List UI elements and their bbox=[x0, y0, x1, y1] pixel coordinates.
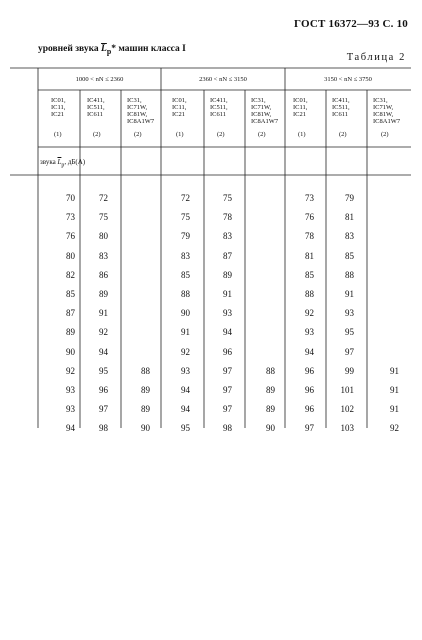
table-cell: 85 bbox=[181, 269, 190, 280]
table-cell: 95 bbox=[99, 365, 108, 376]
table-cell: 78 bbox=[223, 212, 232, 223]
table-cell: 75 bbox=[223, 193, 232, 203]
table-cell: 96 bbox=[305, 385, 314, 395]
table-cell: 98 bbox=[223, 423, 232, 434]
table-cell: 89 bbox=[266, 404, 275, 415]
table-cell: 81 bbox=[305, 250, 314, 261]
table-cell: 73 bbox=[66, 212, 75, 223]
table-cell: 90 bbox=[181, 308, 190, 319]
table-cell: 89 bbox=[141, 385, 150, 395]
table-cell: 88 bbox=[305, 289, 314, 299]
table-cell: 88 bbox=[345, 269, 354, 280]
table-cell: 92 bbox=[305, 308, 314, 319]
col-code: IC01, IC11, IC21 bbox=[293, 97, 308, 119]
table-cell: 97 bbox=[223, 385, 232, 395]
table-cell: 91 bbox=[345, 289, 354, 299]
table-cell: 94 bbox=[181, 385, 190, 395]
table-cell: 94 bbox=[223, 327, 232, 338]
table-cell: 85 bbox=[345, 250, 354, 261]
table-cell: 72 bbox=[181, 193, 190, 203]
col-code: IC31, IC71W, IC81W, IC8A1W7 bbox=[373, 97, 401, 126]
col-code: IC01, IC11, IC21 bbox=[172, 97, 187, 119]
table-cell: 93 bbox=[345, 308, 354, 319]
table-cell: 95 bbox=[345, 327, 354, 338]
table-cell: 97 bbox=[223, 365, 232, 376]
table-cell: 87 bbox=[66, 308, 75, 319]
col-num: (2) bbox=[134, 131, 142, 138]
table-cell: 89 bbox=[141, 404, 150, 415]
table-cell: 87 bbox=[223, 250, 232, 261]
col-num: (1) bbox=[54, 131, 62, 138]
table-cell: 91 bbox=[181, 327, 190, 338]
table-cell: 94 bbox=[305, 346, 314, 357]
table-cell: 83 bbox=[345, 231, 354, 242]
table-cell: 89 bbox=[99, 289, 108, 299]
col-num: (2) bbox=[381, 131, 389, 138]
table-cell: 94 bbox=[181, 404, 190, 415]
table-cell: 83 bbox=[223, 231, 232, 242]
table-cell: 80 bbox=[99, 231, 108, 242]
table-cell: 80 bbox=[66, 250, 75, 261]
table-cell: 89 bbox=[223, 269, 232, 280]
col-code: IC31, IC71W, IC81W, IC8A1W7 bbox=[251, 97, 279, 126]
table-cell: 98 bbox=[99, 423, 108, 434]
table-cell: 78 bbox=[305, 231, 314, 242]
table-cell: 79 bbox=[181, 231, 190, 242]
table-cell: 70 bbox=[66, 193, 75, 203]
col-code: IC31, IC71W, IC81W, IC8A1W7 bbox=[127, 97, 155, 126]
table-cell: 93 bbox=[181, 365, 190, 376]
table-cell: 93 bbox=[305, 327, 314, 338]
col-num: (2) bbox=[339, 131, 347, 138]
table-cell: 76 bbox=[66, 231, 75, 242]
table-cell: 82 bbox=[66, 269, 75, 280]
table-cell: 101 bbox=[340, 385, 354, 395]
col-num: (1) bbox=[176, 131, 184, 138]
table-cell: 92 bbox=[390, 423, 399, 434]
table-cell: 96 bbox=[99, 385, 108, 395]
table-cell: 97 bbox=[223, 404, 232, 415]
table-caption: уровней звука $\overline{L}_p*$ машин класса I bbox=[38, 44, 186, 56]
table-cell: 75 bbox=[99, 212, 108, 223]
col-code: IC411, IC511, IC611 bbox=[87, 97, 105, 119]
col-code: IC01, IC11, IC21 bbox=[51, 97, 66, 119]
col-num: (1) bbox=[298, 131, 306, 138]
table-cell: 92 bbox=[181, 346, 190, 357]
table-cell: 97 bbox=[305, 423, 314, 434]
unit-label: звука $\overline{L}_p$, дБ(А) bbox=[40, 158, 86, 169]
table-cell: 90 bbox=[66, 346, 75, 357]
table-cell: 94 bbox=[66, 423, 75, 434]
table-cell: 83 bbox=[99, 250, 108, 261]
group-header-2: 2360 < nN ≤ 3150 bbox=[199, 76, 247, 83]
table-cell: 91 bbox=[390, 365, 399, 376]
table-cell: 86 bbox=[99, 269, 108, 280]
table-cell: 88 bbox=[266, 365, 275, 376]
table-cell: 93 bbox=[66, 385, 75, 395]
table-cell: 76 bbox=[305, 212, 314, 223]
table-cell: 96 bbox=[305, 404, 314, 415]
col-num: (2) bbox=[93, 131, 101, 138]
table-cell: 102 bbox=[340, 404, 354, 415]
table-cell: 91 bbox=[223, 289, 232, 299]
col-num: (2) bbox=[258, 131, 266, 138]
table-cell: 92 bbox=[66, 365, 75, 376]
col-code: IC411, IC511, IC611 bbox=[210, 97, 228, 119]
table-cell: 91 bbox=[390, 404, 399, 415]
table-cell: 92 bbox=[99, 327, 108, 338]
table-cell: 90 bbox=[266, 423, 275, 434]
table-cell: 95 bbox=[181, 423, 190, 434]
table-cell: 81 bbox=[345, 212, 354, 223]
table-cell: 89 bbox=[266, 385, 275, 395]
table-cell: 88 bbox=[141, 365, 150, 376]
table-cell: 97 bbox=[99, 404, 108, 415]
table-cell: 103 bbox=[340, 423, 354, 434]
table-cell: 91 bbox=[390, 385, 399, 395]
group-header-1: 1000 < nN ≤ 2360 bbox=[75, 76, 124, 83]
table-cell: 73 bbox=[305, 193, 314, 203]
table-cell: 72 bbox=[99, 193, 108, 203]
table-cell: 91 bbox=[99, 308, 108, 319]
table-cell: 85 bbox=[66, 289, 75, 299]
table-title: Таблица 2 bbox=[346, 52, 406, 63]
table-cell: 94 bbox=[99, 346, 108, 357]
page-header: ГОСТ 16372—93 С. 10 bbox=[294, 18, 408, 30]
table-cell: 99 bbox=[345, 365, 354, 376]
table-cell: 97 bbox=[345, 346, 354, 357]
table-cell: 93 bbox=[223, 308, 232, 319]
table-cell: 96 bbox=[305, 365, 314, 376]
table-cell: 85 bbox=[305, 269, 314, 280]
table-cell: 88 bbox=[181, 289, 190, 299]
table-cell: 96 bbox=[223, 346, 232, 357]
group-header-3: 3150 < nN ≤ 3750 bbox=[324, 76, 372, 83]
col-num: (2) bbox=[217, 131, 225, 138]
table-cell: 89 bbox=[66, 327, 75, 338]
table-cell: 75 bbox=[181, 212, 190, 223]
table-cell: 83 bbox=[181, 250, 190, 261]
col-code: IC411, IC511, IC611 bbox=[332, 97, 350, 119]
table-cell: 90 bbox=[141, 423, 150, 434]
table-cell: 93 bbox=[66, 404, 75, 415]
table-cell: 79 bbox=[345, 193, 354, 203]
